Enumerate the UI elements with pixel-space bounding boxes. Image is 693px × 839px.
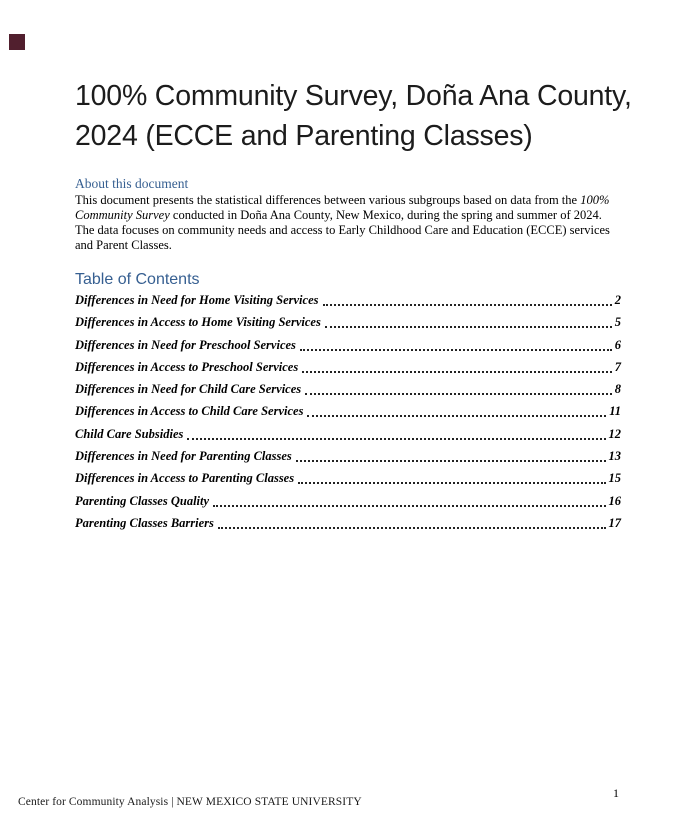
toc-entry-page-number: 8 xyxy=(614,382,621,397)
toc-entry[interactable] xyxy=(75,383,621,397)
toc-entry[interactable] xyxy=(75,405,621,419)
toc-entry-page-number: 17 xyxy=(608,515,621,530)
toc-entry-page-number: 11 xyxy=(609,404,621,419)
dot-leader xyxy=(323,304,612,306)
toc-entry-page-number: 5 xyxy=(614,315,621,330)
page-title xyxy=(75,76,635,156)
toc-entry-label: Differences in Access to Parenting Classes xyxy=(75,471,295,486)
about-paragraph xyxy=(75,193,624,253)
toc-heading: Table of Contents xyxy=(75,271,200,288)
toc-entry[interactable] xyxy=(75,339,621,353)
toc-entry-label: Parenting Classes Quality xyxy=(75,493,210,508)
toc-entry-label: Differences in Need for Child Care Services xyxy=(75,382,302,397)
page-title-line-1: 100% Community Survey, Doña Ana County, xyxy=(75,80,632,112)
toc-entry-page-number: 16 xyxy=(608,493,621,508)
dot-leader xyxy=(213,505,605,507)
footer-text: Center for Community Analysis | NEW MEXICO STATE UNIVERSITY xyxy=(18,796,362,808)
toc-entry-label: Parenting Classes Barriers xyxy=(75,515,214,530)
about-text-survey-name: 100% Community Survey xyxy=(75,193,610,222)
toc-entry-page-number: 13 xyxy=(608,449,621,464)
dot-leader xyxy=(302,371,612,373)
toc-entry-label: Differences in Need for Home Visiting Services xyxy=(75,293,319,307)
dot-leader xyxy=(325,326,612,328)
about-text-pre: This document presents the statistical differences between various subgroups based on data from the xyxy=(75,193,581,207)
toc-entry-page-number: 15 xyxy=(608,471,621,486)
dot-leader xyxy=(307,415,606,417)
dot-leader xyxy=(296,460,606,462)
about-heading: About this document xyxy=(75,176,189,191)
toc-entry-label: Differences in Need for Preschool Services xyxy=(75,337,296,352)
toc-entry-page-number: 12 xyxy=(608,426,621,441)
page-number: 1 xyxy=(613,786,619,800)
toc-list xyxy=(75,294,621,539)
accent-square xyxy=(9,34,25,50)
dot-leader xyxy=(300,349,612,351)
toc-entry-label: Child Care Subsidies xyxy=(75,426,184,441)
dot-leader xyxy=(305,393,612,395)
about-text-post: conducted in Doña Ana County, New Mexico, during the spring and summer of 2024. The data focuses on community needs and access to Early Childhood Care and Education (ECCE) services and Parent Classes. xyxy=(75,208,610,252)
toc-entry-page-number: 6 xyxy=(614,337,621,352)
toc-entry[interactable] xyxy=(75,361,621,375)
dot-leader xyxy=(298,482,605,484)
toc-entry-label: Differences in Access to Home Visiting Services xyxy=(75,315,321,330)
toc-entry-label: Differences in Need for Parenting Classes xyxy=(75,449,292,464)
page-title-line-2: 2024 (ECCE and Parenting Classes) xyxy=(75,120,533,152)
toc-entry[interactable] xyxy=(75,517,621,531)
toc-entry[interactable] xyxy=(75,495,621,509)
about-section xyxy=(75,176,624,253)
toc-entry[interactable] xyxy=(75,450,621,464)
toc-entry-page-number: 7 xyxy=(614,359,621,374)
toc-entry-label: Differences in Access to Preschool Services xyxy=(75,359,299,374)
toc-entry[interactable] xyxy=(75,428,621,442)
dot-leader xyxy=(218,527,606,529)
toc-entry-page-number: 2 xyxy=(614,293,621,307)
toc-entry-label: Differences in Access to Child Care Services xyxy=(75,404,304,419)
toc-entry[interactable] xyxy=(75,294,621,308)
toc-entry[interactable] xyxy=(75,472,621,486)
dot-leader xyxy=(187,438,605,440)
toc-entry[interactable] xyxy=(75,316,621,330)
